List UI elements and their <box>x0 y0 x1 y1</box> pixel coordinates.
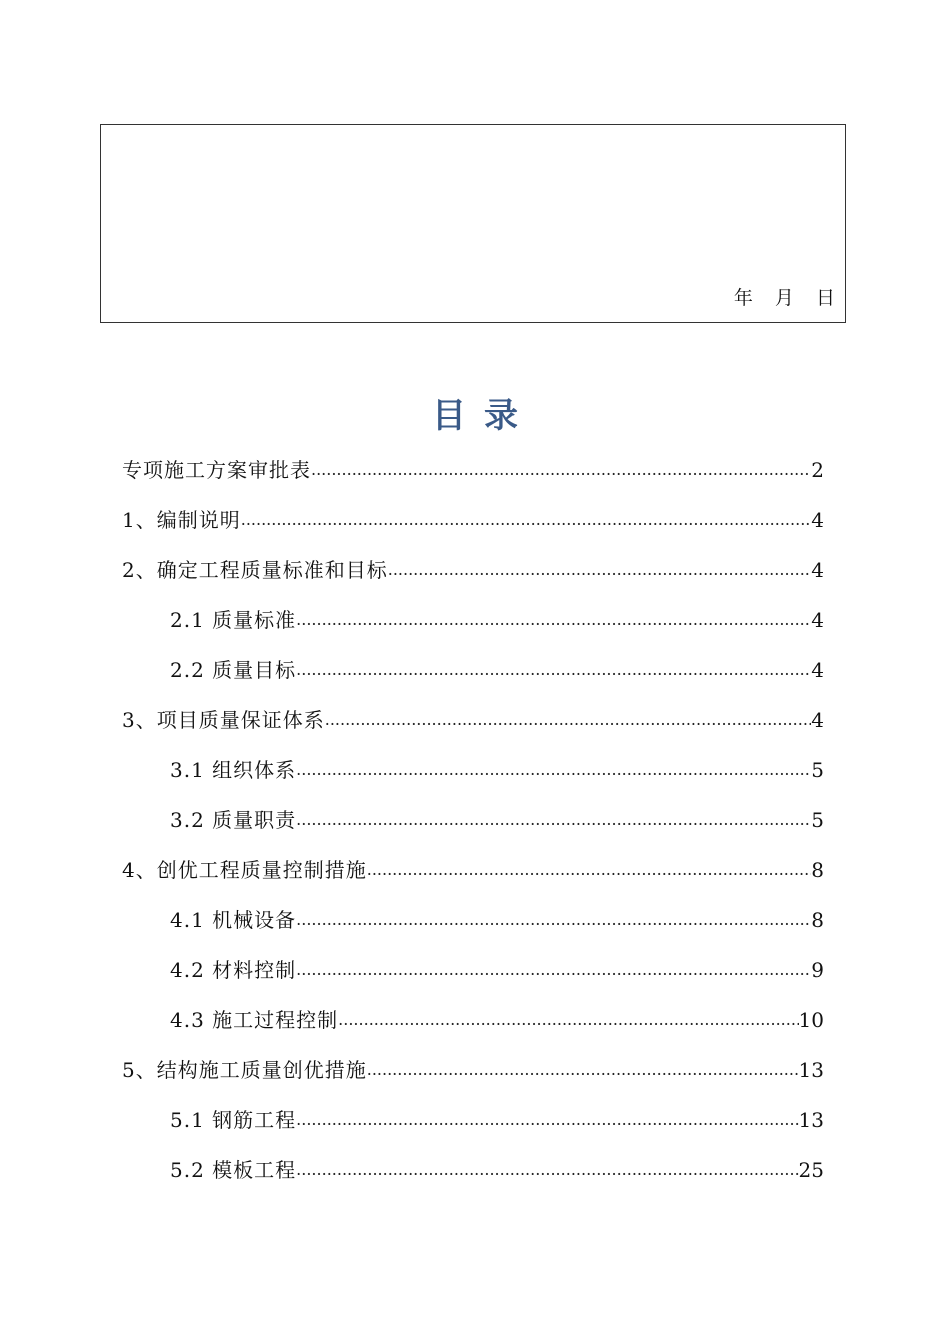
toc-entry-label: 4.2 材料控制 <box>170 958 297 982</box>
toc-dot-leader <box>367 1056 799 1084</box>
toc-entry[interactable] <box>170 894 824 934</box>
toc-entry-page: 4 <box>811 508 824 532</box>
toc-entry[interactable] <box>122 1044 824 1084</box>
toc-dot-leader <box>296 1156 798 1184</box>
date-line <box>718 283 835 310</box>
toc-dot-leader <box>296 806 811 834</box>
toc-dot-leader <box>241 506 812 534</box>
toc-entry-label: 4.1 机械设备 <box>170 908 297 932</box>
approval-box <box>100 124 846 323</box>
toc-dot-leader <box>311 456 811 484</box>
toc-entry-page: 4 <box>811 558 824 582</box>
toc-entry[interactable] <box>170 944 824 984</box>
toc-entry-label: 5.1 钢筋工程 <box>170 1108 297 1132</box>
date-day-label: 日 <box>815 287 835 309</box>
toc-entry[interactable] <box>122 444 824 484</box>
toc-dot-leader <box>296 656 811 684</box>
toc-entry-label: 1、编制说明 <box>122 508 241 532</box>
toc-entry-label: 5.2 模板工程 <box>170 1158 297 1182</box>
toc-entry-page: 25 <box>798 1158 824 1182</box>
toc-dot-leader <box>296 956 811 984</box>
toc-entry[interactable] <box>170 1144 824 1184</box>
toc-entry-label: 3.1 组织体系 <box>170 758 297 782</box>
toc-dot-leader <box>325 706 812 734</box>
toc-entry-label: 3、项目质量保证体系 <box>122 708 325 732</box>
toc-entry-page: 5 <box>811 758 824 782</box>
toc-entry-page: 2 <box>811 458 824 482</box>
toc-entry-page: 9 <box>811 958 824 982</box>
toc-entry[interactable] <box>122 494 824 534</box>
toc-entry-label: 4.3 施工过程控制 <box>170 1008 339 1032</box>
toc-entry-page: 13 <box>798 1058 824 1082</box>
toc-entry[interactable] <box>122 844 824 884</box>
toc-entry-label: 2.1 质量标准 <box>170 608 297 632</box>
toc-entry-page: 8 <box>811 858 824 882</box>
toc-title: 目录 <box>432 396 536 436</box>
toc-dot-leader <box>367 856 812 884</box>
toc-entry[interactable] <box>170 994 824 1034</box>
toc-entry[interactable] <box>170 644 824 684</box>
toc-entry-page: 4 <box>811 608 824 632</box>
toc-entry[interactable] <box>170 1094 824 1134</box>
date-year-label: 年 <box>733 287 753 309</box>
toc-dot-leader <box>296 1106 798 1134</box>
toc-entry-page: 13 <box>798 1108 824 1132</box>
toc-entry[interactable] <box>170 594 824 634</box>
toc-entry[interactable] <box>170 744 824 784</box>
toc-dot-leader <box>296 906 811 934</box>
toc-entry-page: 5 <box>811 808 824 832</box>
toc-entry-label: 2、确定工程质量标准和目标 <box>122 558 388 582</box>
toc-entry-label: 4、创优工程质量控制措施 <box>122 858 367 882</box>
toc-entry-page: 8 <box>811 908 824 932</box>
toc-entry-label: 3.2 质量职责 <box>170 808 297 832</box>
toc-entry-label: 专项施工方案审批表 <box>122 458 311 482</box>
toc-dot-leader <box>338 1006 798 1034</box>
toc-entry-label: 5、结构施工质量创优措施 <box>122 1058 367 1082</box>
toc-entry[interactable] <box>170 794 824 834</box>
toc-entry-label: 2.2 质量目标 <box>170 658 297 682</box>
toc-dot-leader <box>388 556 812 584</box>
toc-dot-leader <box>296 606 811 634</box>
toc-entry-page: 10 <box>798 1008 824 1032</box>
toc-entry[interactable] <box>122 544 824 584</box>
toc-entry-page: 4 <box>811 658 824 682</box>
date-month-label: 月 <box>774 287 794 309</box>
toc-dot-leader <box>296 756 811 784</box>
toc-entry[interactable] <box>122 694 824 734</box>
toc-entry-page: 4 <box>811 708 824 732</box>
